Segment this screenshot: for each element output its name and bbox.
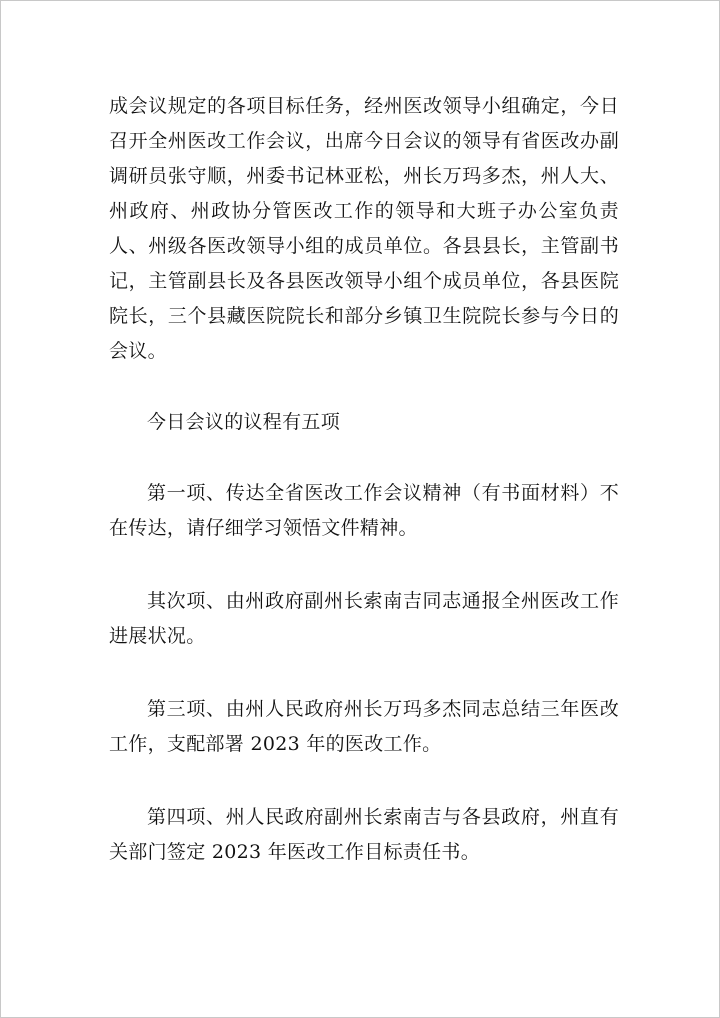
paragraph-attendees: 成会议规定的各项目标任务，经州医改领导小组确定，今日召开全州医改工作会议，出席今日会议的领导有省医改办副调研员张守顺，州委书记林亚松，州长万玛多杰，州人大、州政府、州政协分管医改工作的领导和大班子办公室负责人、州级各医改领导小组的成员单位。各县县长，主管副书记，主管副县长及各县医改领导小组个成员单位，各县医院院长，三个县藏医院院长和部分乡镇卫生院院长参与今日的会议。: [109, 95, 619, 362]
paragraph-agenda-item-2: 其次项、由州政府副州长索南吉同志通报全州医改工作进展状况。: [109, 590, 619, 647]
paragraph-agenda-intro: 今日会议的议程有五项: [147, 411, 341, 433]
document-body: [109, 89, 619, 870]
paragraph-agenda-item-1: 第一项、传达全省医改工作会议精神（有书面材料）不在传达，请仔细学习领悟文件精神。: [109, 482, 619, 539]
paragraph-agenda-item-4: 第四项、州人民政府副州长索南吉与各县政府，州直有关部门签定 2023 年医改工作目标责任书。: [109, 806, 619, 863]
paragraph-agenda-item-3: 第三项、由州人民政府州长万玛多杰同志总结三年医改工作，支配部署 2023 年的医改工作。: [109, 698, 619, 755]
